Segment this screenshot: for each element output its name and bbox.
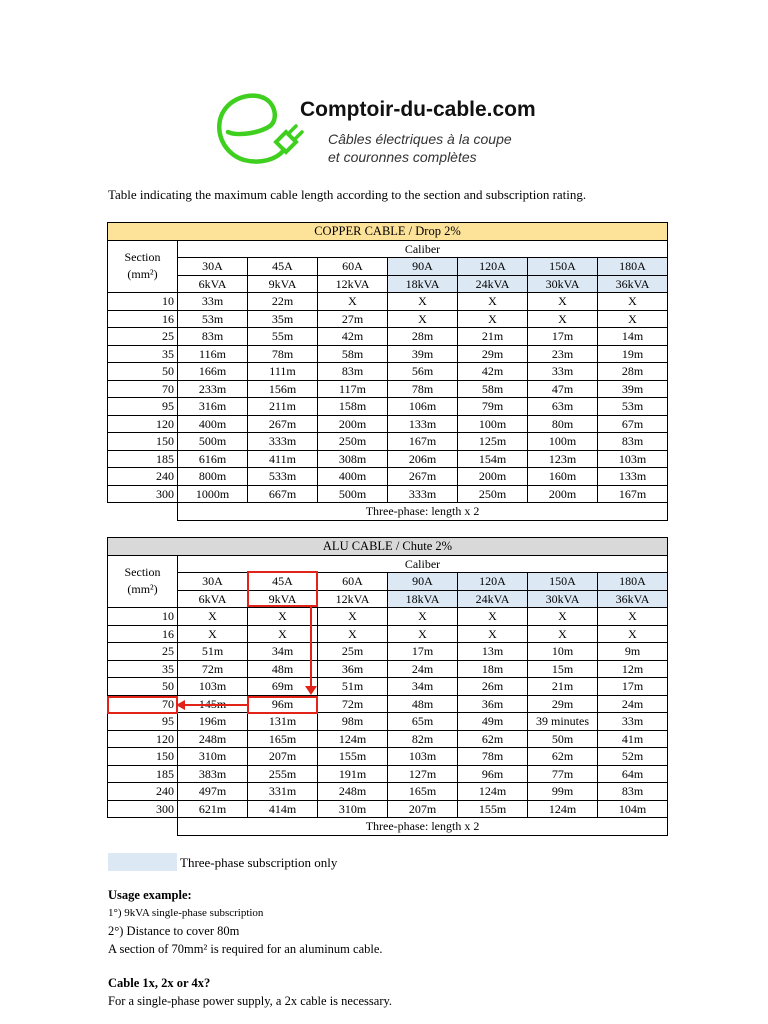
length-cell: 35m [248,310,318,328]
length-cell: X [248,608,318,626]
table-row [108,433,668,451]
section-cell: 120 [108,730,178,748]
length-cell: X [528,608,598,626]
table-row [108,363,668,381]
length-cell: 58m [458,380,528,398]
highlight-45a-9kva [247,571,318,607]
length-cell: 131m [248,713,318,731]
cable-line: For a single-phase power supply, a 2x cable is necessary. [108,994,393,1008]
length-cell: 83m [598,783,668,801]
column-kva: 30kVA [528,590,598,608]
length-cell: 78m [388,380,458,398]
length-cell: 29m [458,345,528,363]
length-cell: 414m [248,800,318,818]
logo-tagline-2: et couronnes complètes [328,149,477,165]
length-cell: X [598,293,668,311]
column-kva: 6kVA [178,275,248,293]
length-cell: X [178,608,248,626]
logo-tagline-1: Câbles électriques à la coupe [328,131,512,147]
logo-name: Comptoir-du-cable.com [300,98,536,121]
highlight-96m [247,696,318,714]
table-row [108,730,668,748]
length-cell: X [458,608,528,626]
length-cell: 33m [178,293,248,311]
length-cell: 308m [318,450,388,468]
length-cell: 207m [248,748,318,766]
length-cell: 18m [458,660,528,678]
column-amp: 150A [528,573,598,591]
column-amp: 60A [318,258,388,276]
length-cell: X [318,608,388,626]
length-cell: 34m [248,643,318,661]
footer-spacer [108,503,178,521]
length-cell: 42m [318,328,388,346]
table-row [108,468,668,486]
arrow-left-head-icon [176,700,185,710]
length-cell: 103m [598,450,668,468]
table-title: ALU CABLE / Chute 2% [108,538,668,556]
column-kva: 24kVA [458,275,528,293]
length-cell: 28m [598,363,668,381]
length-cell: 500m [178,433,248,451]
length-cell: 56m [388,363,458,381]
length-cell: X [388,310,458,328]
length-cell: 14m [598,328,668,346]
length-cell: 62m [528,748,598,766]
section-cell: 50 [108,678,178,696]
length-cell: X [388,293,458,311]
length-cell: 125m [458,433,528,451]
length-cell: 127m [388,765,458,783]
section-cell: 300 [108,800,178,818]
column-amp: 30A [178,573,248,591]
length-cell: 248m [318,783,388,801]
length-cell: X [528,310,598,328]
section-cell: 185 [108,765,178,783]
length-cell: 310m [178,748,248,766]
section-unit-label: (mm²) [127,582,158,597]
length-cell: 39m [388,345,458,363]
length-cell: 9m [598,643,668,661]
length-cell: 133m [388,415,458,433]
column-amp: 90A [388,258,458,276]
column-kva: 24kVA [458,590,528,608]
length-cell: 331m [248,783,318,801]
length-cell: 24m [598,695,668,713]
length-cell: 411m [248,450,318,468]
table-footer: Three-phase: length x 2 [178,818,668,836]
section-cell: 150 [108,433,178,451]
length-cell: 41m [598,730,668,748]
column-kva: 9kVA [248,275,318,293]
arrow-left-line [182,704,247,706]
length-cell: 155m [458,800,528,818]
alu-table-wrapper [107,537,668,836]
length-cell: 15m [528,660,598,678]
length-cell: 104m [598,800,668,818]
section-cell: 25 [108,328,178,346]
length-cell: X [318,293,388,311]
length-cell: 33m [528,363,598,381]
length-cell: 200m [528,485,598,503]
length-cell: 133m [598,468,668,486]
length-cell: X [598,625,668,643]
length-cell: 200m [458,468,528,486]
length-cell: 124m [528,800,598,818]
copper-table-wrapper [107,222,668,521]
length-cell: 103m [388,748,458,766]
length-cell: 39m [598,380,668,398]
length-cell: 52m [598,748,668,766]
length-cell: X [248,625,318,643]
length-cell: 53m [178,310,248,328]
length-cell: 196m [178,713,248,731]
length-cell: 233m [178,380,248,398]
length-cell: 267m [388,468,458,486]
length-cell: 310m [318,800,388,818]
section-cell: 70 [108,695,178,713]
section-cell: 10 [108,608,178,626]
table-row [108,415,668,433]
column-kva: 12kVA [318,275,388,293]
table-row [108,748,668,766]
table-row [108,485,668,503]
length-cell: 48m [388,695,458,713]
length-cell: 33m [598,713,668,731]
length-cell: 39 minutes [528,713,598,731]
section-cell: 300 [108,485,178,503]
table-row [108,643,668,661]
length-cell: 400m [178,415,248,433]
length-cell: 42m [458,363,528,381]
length-cell: 83m [318,363,388,381]
usage-line-3: A section of 70mm² is required for an aluminum cable. [108,942,383,956]
length-cell: 83m [178,328,248,346]
length-cell: 29m [528,695,598,713]
length-cell: 116m [178,345,248,363]
length-cell: X [458,293,528,311]
length-cell: 47m [528,380,598,398]
length-cell: 22m [248,293,318,311]
length-cell: 53m [598,398,668,416]
section-cell: 16 [108,310,178,328]
length-cell: 191m [318,765,388,783]
section-cell: 240 [108,783,178,801]
table-row [108,678,668,696]
table-row [108,660,668,678]
section-cell: 120 [108,415,178,433]
section-cell: 150 [108,748,178,766]
legend-swatch [108,853,177,871]
length-cell: X [528,625,598,643]
column-amp: 60A [318,573,388,591]
table-row [108,765,668,783]
length-cell: 166m [178,363,248,381]
length-cell: 21m [528,678,598,696]
length-cell: 160m [528,468,598,486]
intro-text: Table indicating the maximum cable length according to the section and subscription rating. [108,187,587,202]
length-cell: 211m [248,398,318,416]
length-cell: 24m [388,660,458,678]
length-cell: 124m [318,730,388,748]
column-kva: 12kVA [318,590,388,608]
section-cell: 25 [108,643,178,661]
length-cell: 533m [248,468,318,486]
section-header [108,240,178,293]
length-cell: 82m [388,730,458,748]
length-cell: 100m [458,415,528,433]
length-cell: 83m [598,433,668,451]
length-cell: X [598,608,668,626]
length-cell: X [528,293,598,311]
arrow-down-head-icon [305,686,317,695]
section-cell: 10 [108,293,178,311]
length-cell: 69m [248,678,318,696]
length-cell: 63m [528,398,598,416]
caliber-header: Caliber [178,555,668,573]
section-label: Section [124,250,161,265]
length-cell: 1000m [178,485,248,503]
table-row [108,293,668,311]
section-cell: 35 [108,660,178,678]
legend-text: Three-phase subscription only [180,855,338,870]
length-cell: 50m [528,730,598,748]
length-cell: 78m [248,345,318,363]
table-row [108,783,668,801]
caliber-header: Caliber [178,240,668,258]
length-cell: 200m [318,415,388,433]
table-row [108,713,668,731]
column-amp: 90A [388,573,458,591]
length-cell: X [598,310,668,328]
column-kva: 9kVA [248,590,318,608]
length-cell: 80m [528,415,598,433]
section-cell: 50 [108,363,178,381]
column-kva: 36kVA [598,590,668,608]
length-cell: 25m [318,643,388,661]
length-cell: 800m [178,468,248,486]
length-cell: 62m [458,730,528,748]
table-title: COPPER CABLE / Drop 2% [108,223,668,241]
length-cell: 99m [528,783,598,801]
column-amp: 180A [598,573,668,591]
table-row [108,380,668,398]
length-cell: 616m [178,450,248,468]
table-row [108,328,668,346]
length-cell: 13m [458,643,528,661]
length-cell: 117m [318,380,388,398]
length-cell: X [388,625,458,643]
length-cell: 34m [388,678,458,696]
table-row [108,450,668,468]
length-cell: 316m [178,398,248,416]
length-cell: 49m [458,713,528,731]
column-amp: 120A [458,258,528,276]
length-cell: 64m [598,765,668,783]
length-cell: 36m [318,660,388,678]
section-cell: 95 [108,398,178,416]
length-cell: 17m [598,678,668,696]
usage-heading: Usage example: [108,888,192,902]
length-cell: X [178,625,248,643]
length-cell: 111m [248,363,318,381]
length-cell: 248m [178,730,248,748]
length-cell: 67m [598,415,668,433]
length-cell: 123m [528,450,598,468]
length-cell: 158m [318,398,388,416]
length-cell: 17m [528,328,598,346]
section-unit-label: (mm²) [127,267,158,282]
section-cell: 95 [108,713,178,731]
section-label: Section [124,565,161,580]
column-amp: 120A [458,573,528,591]
length-cell: 51m [178,643,248,661]
length-cell: 154m [458,450,528,468]
length-cell: 48m [248,660,318,678]
section-cell: 185 [108,450,178,468]
length-cell: 106m [388,398,458,416]
length-cell: X [458,310,528,328]
section-cell: 16 [108,625,178,643]
usage-line-2: 2°) Distance to cover 80m [108,924,240,938]
column-amp: 150A [528,258,598,276]
length-cell: 333m [388,485,458,503]
length-cell: 65m [388,713,458,731]
length-cell: X [388,608,458,626]
table-row [108,345,668,363]
length-cell: 333m [248,433,318,451]
cable-heading: Cable 1x, 2x or 4x? [108,976,211,990]
column-kva: 6kVA [178,590,248,608]
length-cell: 72m [178,660,248,678]
table-row [108,398,668,416]
length-cell: 78m [458,748,528,766]
length-cell: 383m [178,765,248,783]
length-cell: 96m [458,765,528,783]
length-cell: 156m [248,380,318,398]
length-cell: 250m [318,433,388,451]
table-row [108,608,668,626]
length-cell: 267m [248,415,318,433]
length-cell: 207m [388,800,458,818]
column-kva: 36kVA [598,275,668,293]
length-cell: 167m [388,433,458,451]
section-cell: 35 [108,345,178,363]
copper-table [107,222,668,521]
length-cell: 124m [458,783,528,801]
column-kva: 18kVA [388,275,458,293]
length-cell: 255m [248,765,318,783]
section-header [108,555,178,608]
length-cell: 51m [318,678,388,696]
section-cell: 70 [108,380,178,398]
length-cell: 400m [318,468,388,486]
length-cell: 100m [528,433,598,451]
length-cell: 98m [318,713,388,731]
usage-line-1: 1°) 9kVA single-phase subscription [108,907,264,919]
section-cell: 240 [108,468,178,486]
length-cell: 21m [458,328,528,346]
logo [214,90,554,170]
length-cell: 165m [388,783,458,801]
length-cell: 19m [598,345,668,363]
length-cell: 206m [388,450,458,468]
column-amp: 30A [178,258,248,276]
length-cell: 58m [318,345,388,363]
table-row [108,625,668,643]
table-footer: Three-phase: length x 2 [178,503,668,521]
length-cell: 72m [318,695,388,713]
footer-spacer [108,818,178,836]
length-cell: X [458,625,528,643]
length-cell: 77m [528,765,598,783]
length-cell: 27m [318,310,388,328]
length-cell: 250m [458,485,528,503]
length-cell: 96m [248,695,318,713]
length-cell: 167m [598,485,668,503]
column-amp: 45A [248,573,318,591]
length-cell: 36m [458,695,528,713]
length-cell: 10m [528,643,598,661]
column-kva: 30kVA [528,275,598,293]
length-cell: 500m [318,485,388,503]
column-amp: 45A [248,258,318,276]
length-cell: 12m [598,660,668,678]
length-cell: 155m [318,748,388,766]
length-cell: 55m [248,328,318,346]
length-cell: 28m [388,328,458,346]
table-row [108,800,668,818]
column-kva: 18kVA [388,590,458,608]
alu-table [107,537,668,836]
logo-plug-icon [214,90,304,170]
length-cell: 79m [458,398,528,416]
column-amp: 180A [598,258,668,276]
length-cell: 165m [248,730,318,748]
length-cell: 667m [248,485,318,503]
length-cell: 17m [388,643,458,661]
length-cell: 103m [178,678,248,696]
length-cell: 621m [178,800,248,818]
highlight-section-70 [107,696,178,714]
length-cell: 23m [528,345,598,363]
table-row [108,310,668,328]
length-cell: 497m [178,783,248,801]
arrow-down-line [310,607,312,689]
length-cell: 26m [458,678,528,696]
length-cell: X [318,625,388,643]
